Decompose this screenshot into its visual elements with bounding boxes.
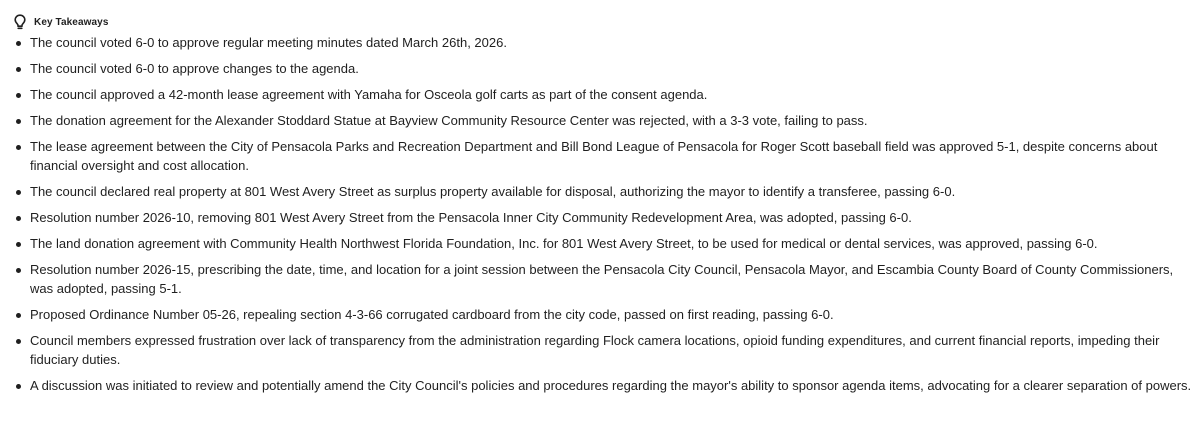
- takeaway-text: The council approved a 42-month lease agreement with Yamaha for Osceola golf carts as part of the consent agenda.: [30, 87, 708, 102]
- list-item: [12, 137, 1192, 175]
- takeaway-text: The council declared real property at 801 West Avery Street as surplus property available for disposal, authorizing the mayor to identify a transferee, passing 6-0.: [30, 184, 956, 199]
- bullet-icon: [16, 119, 21, 124]
- takeaway-text: A discussion was initiated to review and potentially amend the City Council's policies and procedures regarding the mayor's ability to sponsor agenda items, advocating for a clearer separation of powers.: [30, 378, 1192, 393]
- takeaway-text: The lease agreement between the City of Pensacola Parks and Recreation Department and Bill Bond League of Pensacola for Roger Scott baseball field was approved 5-1, despite concerns about financial oversight and cost allocation.: [30, 139, 1158, 173]
- bullet-icon: [16, 41, 21, 46]
- takeaway-text: The council voted 6-0 to approve regular meeting minutes dated March 26th, 2026.: [30, 35, 507, 50]
- bullet-icon: [16, 268, 21, 273]
- bullet-icon: [16, 242, 21, 247]
- takeaway-text: Resolution number 2026-10, removing 801 West Avery Street from the Pensacola Inner City Community Redevelopment Area, was adopted, passing 6-0.: [30, 210, 912, 225]
- list-item: [12, 331, 1192, 369]
- takeaway-text: The donation agreement for the Alexander Stoddard Statue at Bayview Community Resource Center was rejected, with a 3-3 vote, failing to pass.: [30, 113, 868, 128]
- list-item: [12, 33, 1192, 52]
- list-item: [12, 182, 1192, 201]
- bullet-icon: [16, 190, 21, 195]
- list-item: [12, 59, 1192, 78]
- key-takeaways-header: [12, 12, 1192, 32]
- bullet-icon: [16, 67, 21, 72]
- bullet-icon: [16, 145, 21, 150]
- takeaway-text: Council members expressed frustration over lack of transparency from the administration regarding Flock camera locations, opioid funding expenditures, and current financial reports, impeding their fiduciary duties.: [30, 333, 1160, 367]
- list-item: [12, 376, 1192, 395]
- bullet-icon: [16, 216, 21, 221]
- list-item: [12, 85, 1192, 104]
- bullet-icon: [16, 93, 21, 98]
- takeaways-list: [12, 33, 1192, 395]
- key-takeaways-title: Key Takeaways: [34, 16, 109, 28]
- takeaway-text: Resolution number 2026-15, prescribing the date, time, and location for a joint session between the Pensacola City Council, Pensacola Mayor, and Escambia County Board of County Commissioners, was adopted, passing 5-1.: [30, 262, 1174, 296]
- bullet-icon: [16, 313, 21, 318]
- list-item: [12, 111, 1192, 130]
- list-item: [12, 305, 1192, 324]
- takeaway-text: Proposed Ordinance Number 05-26, repealing section 4-3-66 corrugated cardboard from the city code, passed on first reading, passing 6-0.: [30, 307, 834, 322]
- bullet-icon: [16, 384, 21, 389]
- list-item: [12, 234, 1192, 253]
- list-item: [12, 260, 1192, 298]
- takeaway-text: The council voted 6-0 to approve changes to the agenda.: [30, 61, 359, 76]
- takeaway-text: The land donation agreement with Community Health Northwest Florida Foundation, Inc. for 801 West Avery Street, to be used for medical or dental services, was approved, passing 6-0.: [30, 236, 1098, 251]
- bullet-icon: [16, 339, 21, 344]
- list-item: [12, 208, 1192, 227]
- lightbulb-icon: [12, 13, 28, 31]
